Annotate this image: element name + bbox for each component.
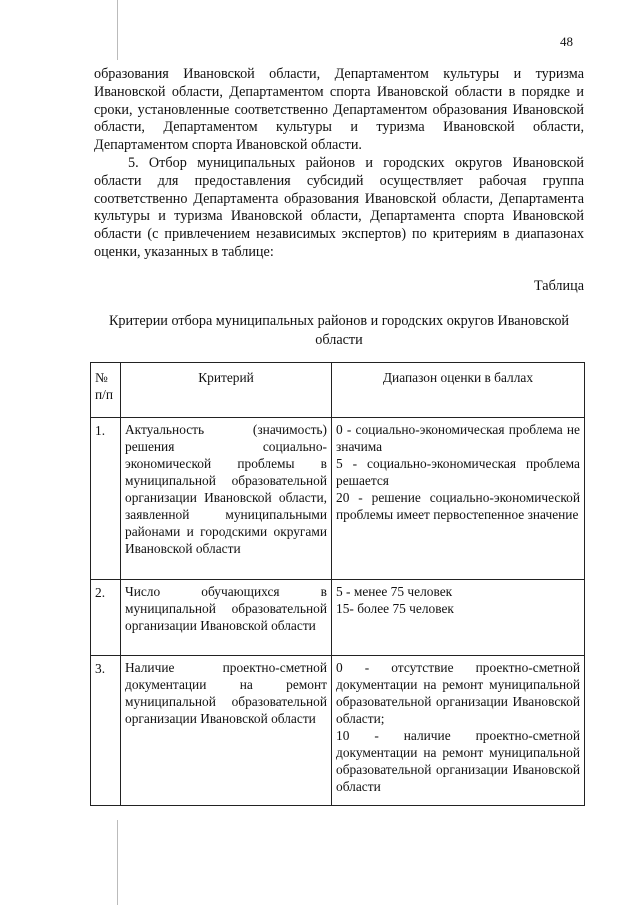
table-header-row	[91, 363, 585, 418]
table-label: Таблица	[533, 278, 584, 294]
row-criterion: Наличие проектно-сметной документации на ремонт муниципальной образовательной организации Ивановской области	[121, 656, 332, 806]
paragraph-continuation: образования Ивановской области, Департаментом культуры и туризма Ивановской области, Департаментом спорта Ивановской области в порядке и сроки, установленные соответственно Департаментом образования Ивановской области, Департаментом культуры и туризма Ивановской области, Департаментом спорта Ивановской области.	[94, 66, 584, 154]
range-item: 5 - менее 75 человек	[336, 584, 453, 599]
row-num: 3.	[91, 656, 121, 806]
range-item: 5 - социально-экономическая проблема решается	[336, 456, 580, 488]
row-range	[332, 580, 585, 656]
scan-artifact-bottom	[117, 820, 118, 905]
row-criterion: Число обучающихся в муниципальной образовательной организации Ивановской области	[121, 580, 332, 656]
body-text	[94, 66, 584, 262]
criteria-table	[90, 362, 585, 806]
range-item: 10 - наличие проектно-сметной документации на ремонт муниципальной образовательной организации Ивановской области	[336, 728, 580, 794]
range-item: 0 - социально-экономическая проблема не значима	[336, 422, 580, 454]
row-range	[332, 656, 585, 806]
row-num: 2.	[91, 580, 121, 656]
table-title: Критерии отбора муниципальных районов и городских округов Ивановской области	[108, 313, 570, 348]
range-item: 0 - отсутствие проектно-сметной документации на ремонт муниципальной образовательной организации Ивановской области;	[336, 660, 580, 726]
header-range: Диапазон оценки в баллах	[332, 363, 585, 418]
range-item: 20 - решение социально-экономической проблемы имеет первостепенное значение	[336, 490, 580, 522]
row-criterion: Актуальность (значимость) решения социально-экономической проблемы в муниципальной образовательной организации Ивановской области, заявленной муниципальными районами и городскими округами Ивановской области	[121, 418, 332, 580]
scan-artifact-top	[117, 0, 118, 60]
header-num: № п/п	[91, 363, 121, 418]
table-row	[91, 656, 585, 806]
table-row	[91, 418, 585, 580]
paragraph-5: 5. Отбор муниципальных районов и городских округов Ивановской области для предоставления субсидий осуществляет рабочая группа соответственно Департамента образования Ивановской области, Департамента культуры и туризма Ивановской области, Департамента спорта Ивановской области (с привлечением независимых экспертов) по критериям в диапазонах оценки, указанных в таблице:	[94, 154, 584, 260]
range-item: 15- более 75 человек	[336, 601, 454, 616]
header-criterion: Критерий	[121, 363, 332, 418]
page-number: 48	[560, 34, 573, 49]
table-row	[91, 580, 585, 656]
row-range	[332, 418, 585, 580]
row-num: 1.	[91, 418, 121, 580]
